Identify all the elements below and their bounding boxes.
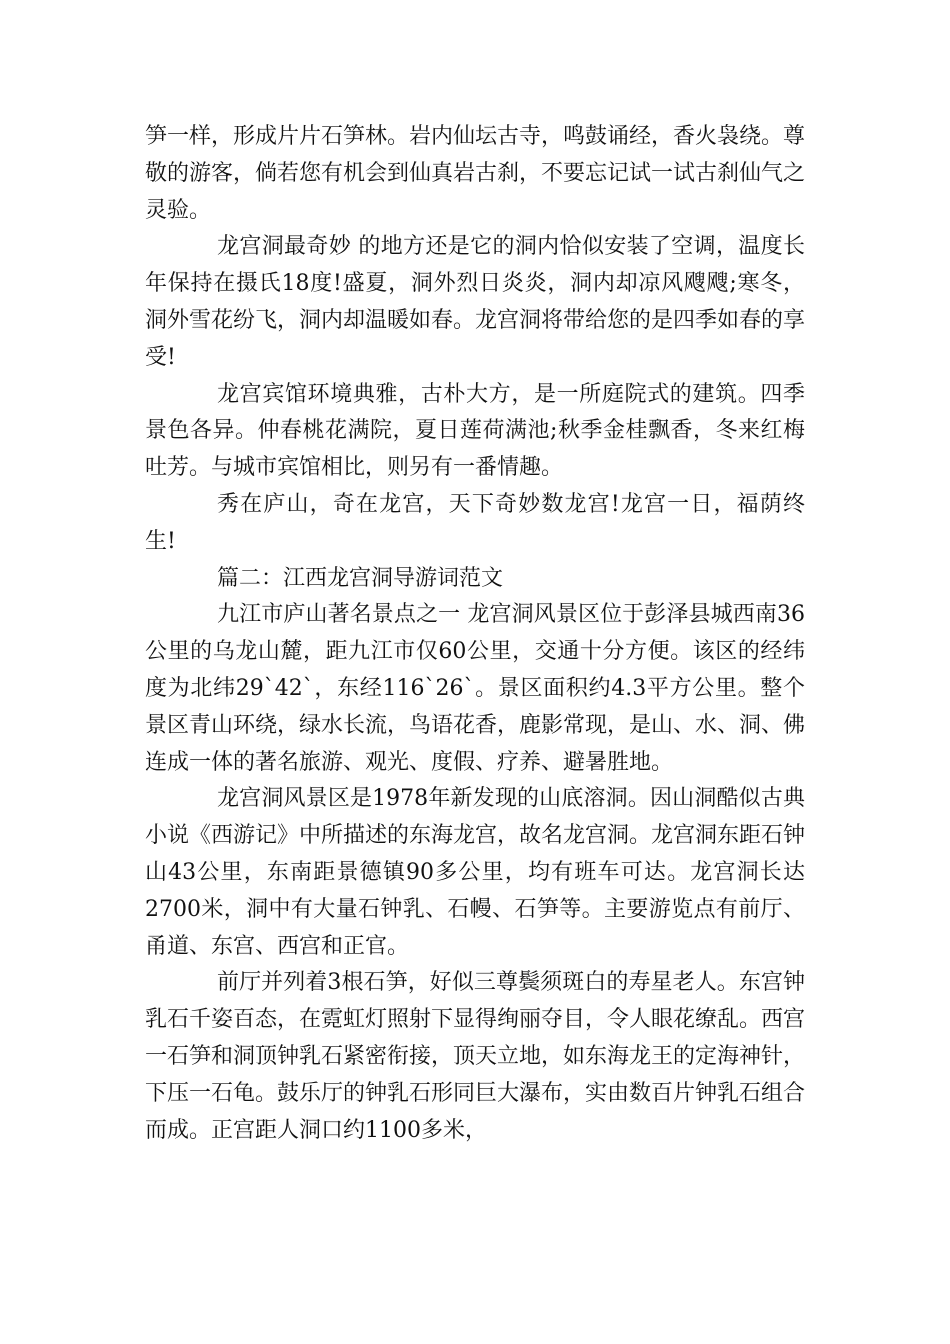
paragraph-closing: 秀在庐山，奇在龙宫，天下奇妙数龙宫!龙宫一日，福荫终生!: [145, 491, 805, 554]
paragraph-discovery: 龙宫洞风景区是1978年新发现的山底溶洞。因山洞酷似古典小说《西游记》中所描述的东海龙宫，故名龙宫洞。龙宫洞东距石钟山43公里，东南距景德镇90多公里，均有班车可达。龙宫洞长达2700米，洞中有大量石钟乳、石幔、石笋等。主要游览点有前厅、甬道、东宫、西宫和正官。: [145, 786, 806, 959]
paragraph-temperature: 龙宫洞最奇妙 的地方还是它的洞内恰似安装了空调，温度长年保持在摄氏18度!盛夏，洞外烈日炎炎，洞内却凉风飕飕;寒冬，洞外雪花纷飞，洞内却温暖如春。龙宫洞将带给您的是四季如春的享受!: [145, 234, 806, 370]
section-heading: 篇二：江西龙宫洞导游词范文: [217, 565, 504, 591]
document-body: [145, 119, 805, 1149]
paragraph-continued: 笋一样，形成片片石笋林。岩内仙坛古寺，鸣鼓诵经，香火袅绕。尊敬的游客，倘若您有机会到仙真岩古刹，不要忘记试一试古刹仙气之灵验。: [145, 124, 806, 223]
paragraph-hotel: 龙宫宾馆环境典雅，古朴大方，是一所庭院式的建筑。四季景色各异。仲春桃花满院，夏日莲荷满池;秋季金桂飘香，冬来红梅吐芳。与城市宾馆相比，则另有一番情趣。: [145, 381, 805, 481]
paragraph-location: 九江市庐山著名景点之一 龙宫洞风景区位于彭泽县城西南36公里的乌龙山麓，距九江市仅60公里，交通十分方便。该区的经纬度为北纬29`42`，东经116`26`。景区面积约4.3平方公里。整个景区青山环绕，绿水长流，鸟语花香，鹿影常现，是山、水、洞、佛连成一体的著名旅游、观光、度假、疗养、避暑胜地。: [145, 602, 806, 775]
paragraph-halls: 前厅并列着3根石笋，好似三尊鬓须斑白的寿星老人。东宫钟乳石千姿百态，在霓虹灯照射下显得绚丽夺目，令人眼花缭乱。西宫一石笋和洞顶钟乳石紧密衔接，顶天立地，如东海龙王的定海神针，下压一石龟。鼓乐厅的钟乳石形同巨大瀑布，实由数百片钟乳石组合而成。正宫距人洞口约1100多米，: [145, 970, 806, 1143]
